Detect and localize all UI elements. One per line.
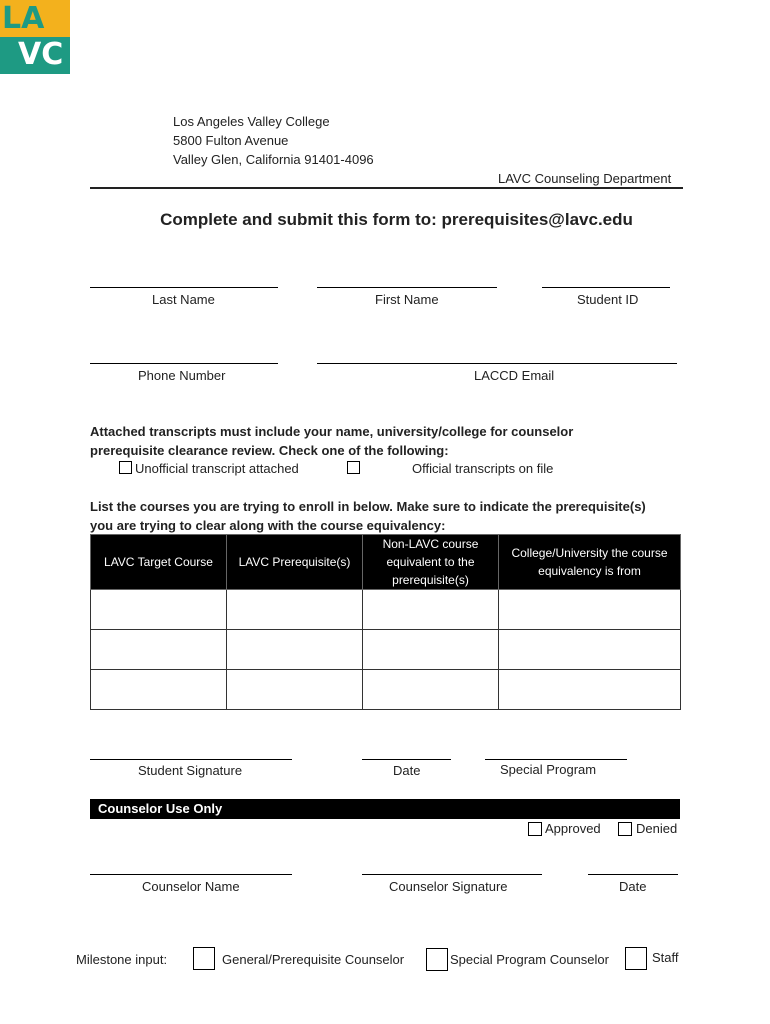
header-divider bbox=[90, 187, 683, 189]
phone-label: Phone Number bbox=[138, 368, 226, 383]
table-cell[interactable] bbox=[499, 590, 681, 630]
special-program-counselor-label: Special Program Counselor bbox=[450, 952, 609, 967]
table-cell[interactable] bbox=[363, 590, 499, 630]
email-field[interactable] bbox=[317, 363, 677, 364]
last-name-label: Last Name bbox=[152, 292, 215, 307]
last-name-field[interactable] bbox=[90, 287, 278, 288]
special-program-counselor-checkbox[interactable] bbox=[426, 948, 448, 971]
table-cell[interactable] bbox=[91, 670, 227, 710]
first-name-label: First Name bbox=[375, 292, 439, 307]
counselor-name-label: Counselor Name bbox=[142, 879, 240, 894]
student-id-field[interactable] bbox=[542, 287, 670, 288]
counselor-signature-field[interactable] bbox=[362, 874, 542, 875]
table-cell[interactable] bbox=[363, 630, 499, 670]
counselor-signature-label: Counselor Signature bbox=[389, 879, 508, 894]
student-signature-field[interactable] bbox=[90, 759, 292, 760]
counselor-section-header bbox=[90, 799, 680, 819]
table-cell[interactable] bbox=[227, 630, 363, 670]
email-label: LACCD Email bbox=[474, 368, 555, 383]
page-title: Complete and submit this form to: prerequisites@lavc.edu bbox=[160, 210, 633, 229]
counselor-date-field[interactable] bbox=[588, 874, 678, 875]
unofficial-transcript-checkbox[interactable] bbox=[119, 461, 132, 474]
staff-label: Staff bbox=[652, 950, 679, 965]
courses-table bbox=[90, 534, 681, 710]
counselor-date-label: Date bbox=[619, 879, 647, 894]
first-name-field[interactable] bbox=[317, 287, 497, 288]
student-signature-label: Student Signature bbox=[138, 763, 243, 778]
special-program-label: Special Program bbox=[500, 762, 597, 777]
table-row bbox=[91, 590, 681, 630]
approved-label: Approved bbox=[545, 821, 601, 836]
address-line-1: 5800 Fulton Avenue bbox=[173, 133, 289, 148]
counselor-section-title: Counselor Use Only bbox=[98, 801, 223, 816]
table-cell[interactable] bbox=[363, 670, 499, 710]
official-transcript-checkbox[interactable] bbox=[347, 461, 360, 474]
lavc-logo: LA VC bbox=[0, 0, 70, 74]
table-cell[interactable] bbox=[91, 630, 227, 670]
transcripts-instruction-2: prerequisite clearance review. Check one of the following: bbox=[90, 443, 449, 458]
approved-checkbox[interactable] bbox=[528, 822, 542, 836]
column-header: Non-LAVC course equivalent to the prerequisite(s) bbox=[363, 535, 499, 590]
counselor-name-field[interactable] bbox=[90, 874, 292, 875]
column-header: College/University the course equivalency is from bbox=[499, 535, 681, 590]
general-counselor-label: General/Prerequisite Counselor bbox=[222, 952, 405, 967]
denied-label: Denied bbox=[636, 821, 678, 836]
milestone-label: Milestone input: bbox=[76, 952, 168, 967]
table-cell[interactable] bbox=[227, 670, 363, 710]
unofficial-transcript-label: Unofficial transcript attached bbox=[135, 461, 299, 476]
department-name: LAVC Counseling Department bbox=[498, 171, 672, 186]
official-transcript-label: Official transcripts on file bbox=[412, 461, 554, 476]
table-row bbox=[91, 630, 681, 670]
table-header-row bbox=[91, 535, 681, 590]
table-cell[interactable] bbox=[227, 590, 363, 630]
denied-checkbox[interactable] bbox=[618, 822, 632, 836]
address-line-2: Valley Glen, California 91401-4096 bbox=[173, 152, 374, 167]
table-cell[interactable] bbox=[499, 630, 681, 670]
column-header: LAVC Prerequisite(s) bbox=[227, 535, 363, 590]
general-counselor-checkbox[interactable] bbox=[193, 947, 215, 970]
table-row bbox=[91, 670, 681, 710]
date-field[interactable] bbox=[362, 759, 451, 760]
transcripts-instruction-1: Attached transcripts must include your name, university/college for counselor bbox=[90, 424, 574, 439]
special-program-field[interactable] bbox=[485, 759, 627, 760]
student-id-label: Student ID bbox=[577, 292, 639, 307]
date-label: Date bbox=[393, 763, 421, 778]
column-header: LAVC Target Course bbox=[91, 535, 227, 590]
table-cell[interactable] bbox=[499, 670, 681, 710]
table-cell[interactable] bbox=[91, 590, 227, 630]
staff-checkbox[interactable] bbox=[625, 947, 647, 970]
phone-field[interactable] bbox=[90, 363, 278, 364]
courses-instruction-2: you are trying to clear along with the course equivalency: bbox=[90, 518, 446, 533]
college-name: Los Angeles Valley College bbox=[173, 114, 330, 129]
courses-instruction-1: List the courses you are trying to enroll in below. Make sure to indicate the prerequisite(s) bbox=[90, 499, 646, 514]
